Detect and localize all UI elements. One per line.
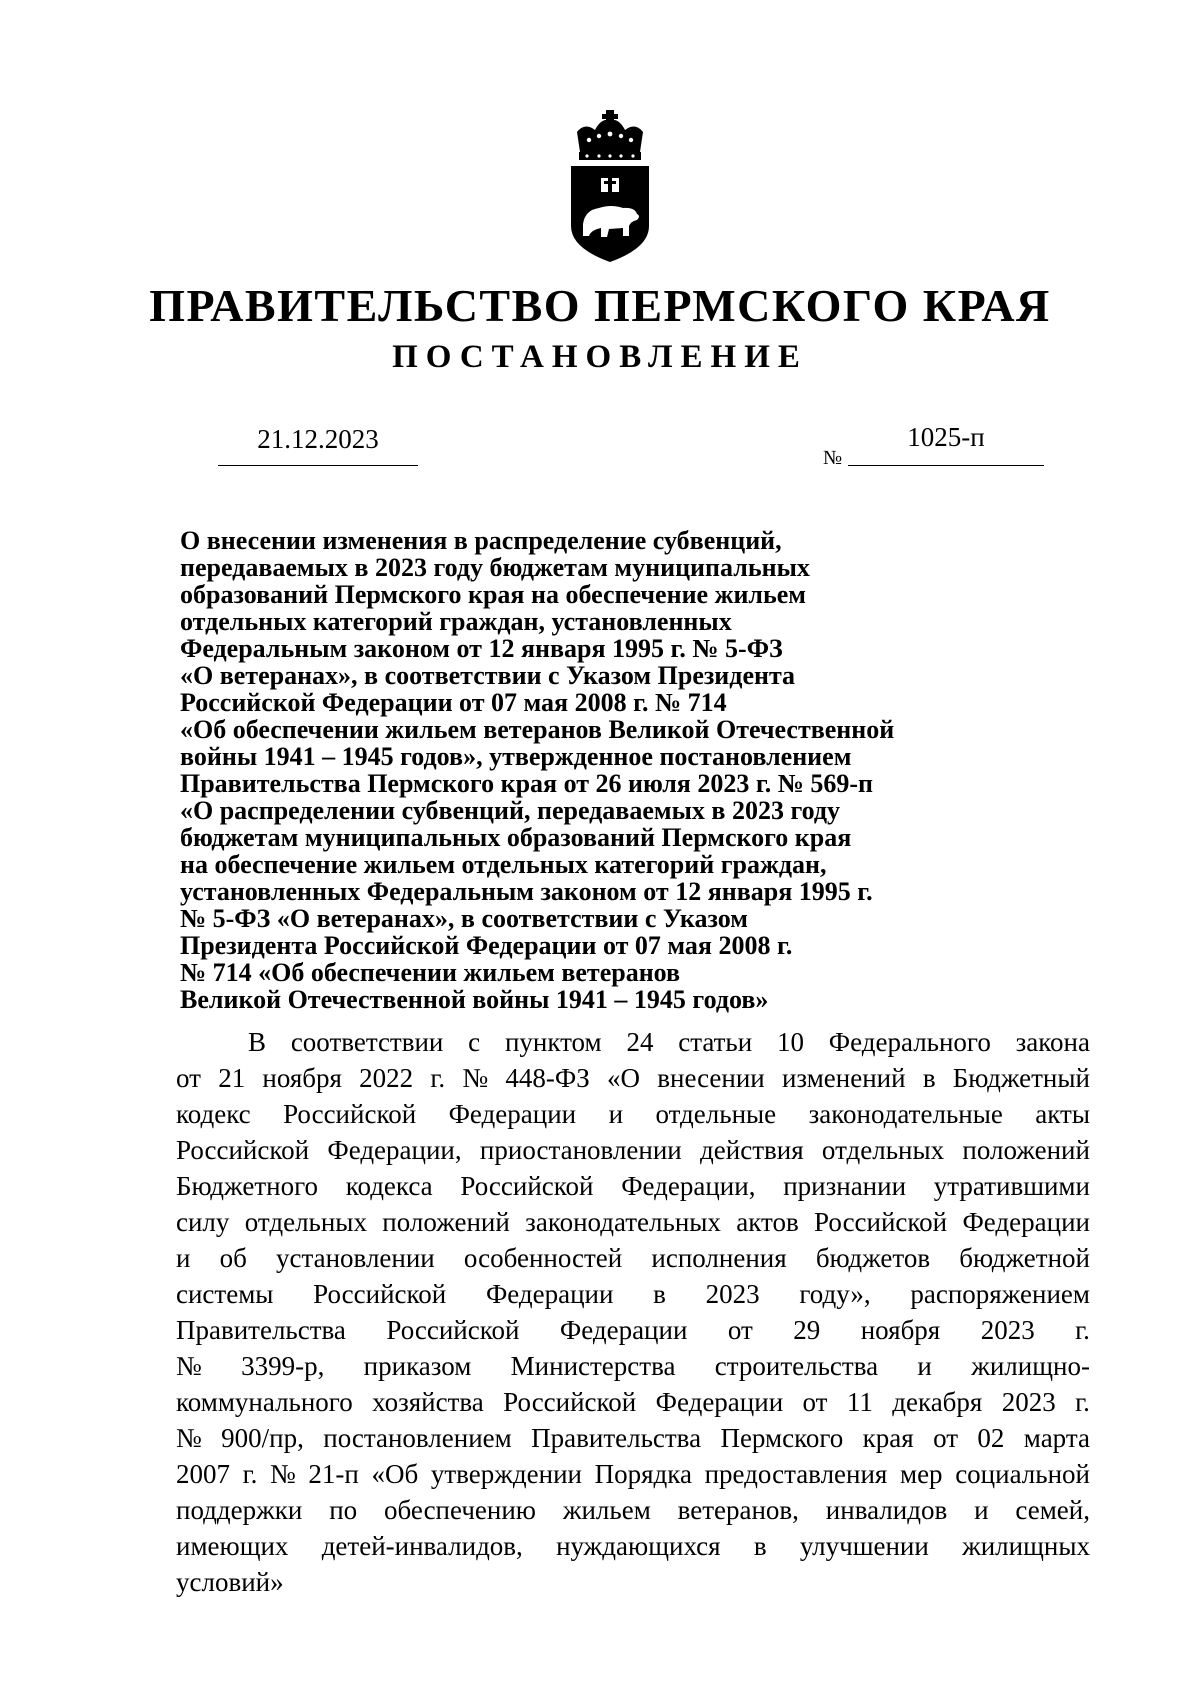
body-word: положений	[382, 1207, 510, 1237]
body-line	[176, 1276, 1090, 1312]
body-line	[176, 1168, 1090, 1204]
body-word: Федерации,	[621, 1171, 756, 1201]
body-word: кодекса	[345, 1171, 433, 1201]
body-word: 2007	[176, 1459, 230, 1489]
body-line	[176, 1384, 1090, 1420]
subject-line: отдельных категорий граждан, установленных	[180, 607, 732, 636]
body-word: ветеранов,	[677, 1495, 799, 1525]
body-word: Федерации	[448, 1099, 577, 1129]
body-word: марта	[1023, 1423, 1090, 1453]
body-word: «О	[607, 1063, 641, 1093]
body-word: г.	[242, 1459, 258, 1489]
body-word: исполнения	[651, 1243, 787, 1273]
subject-line: установленных Федеральным законом от 12 января 1995 г.	[180, 877, 873, 906]
body-word: действия	[700, 1135, 804, 1165]
body-word: 02	[977, 1423, 1005, 1453]
body-word: приостановлении	[479, 1135, 682, 1165]
body-word: Федерации	[962, 1207, 1090, 1237]
body-word: от	[727, 1315, 753, 1345]
subject-line: на обеспечение жильем отдельных категорий граждан,	[180, 850, 827, 879]
body-word: Федерации	[485, 1279, 614, 1309]
body-word: Российской	[313, 1279, 447, 1309]
document-number: 1025-п	[907, 422, 985, 452]
body-word: Российской	[176, 1135, 310, 1165]
body-word: обеспечению	[384, 1495, 536, 1525]
body-word: нуждающихся	[556, 1531, 721, 1561]
body-line	[176, 1240, 1090, 1276]
body-word: об	[219, 1243, 247, 1273]
body-word: пунктом	[504, 1027, 602, 1057]
body-word: 29	[793, 1315, 821, 1345]
body-word: бюджетной	[959, 1243, 1090, 1273]
body-word: Федерации	[559, 1315, 688, 1345]
body-word: соответствии	[290, 1027, 444, 1057]
body-line	[176, 1420, 1090, 1456]
perm-krai-coat-of-arms-icon	[565, 108, 655, 264]
body-word: края	[862, 1423, 914, 1453]
body-line	[176, 1024, 1090, 1060]
document-type: ПОСТАНОВЛЕНИЕ	[392, 339, 808, 375]
issuing-authority: ПРАВИТЕЛЬСТВО ПЕРМСКОГО КРАЯ	[149, 280, 1051, 331]
body-word: признании	[783, 1171, 907, 1201]
subject-line: О внесении изменения в распределение субвенций,	[180, 526, 782, 555]
body-word: приказом	[363, 1351, 472, 1381]
body-word: 3399-р,	[241, 1351, 325, 1381]
body-word: 2023	[1001, 1387, 1056, 1417]
body-word: Российской	[460, 1171, 594, 1201]
body-word: семей,	[1015, 1495, 1090, 1525]
body-word: социальной	[955, 1459, 1090, 1489]
body-word: закона	[1015, 1027, 1090, 1057]
body-word: 900/пр,	[221, 1423, 304, 1453]
body-word: внесении	[657, 1063, 765, 1093]
body-word: бюджетов	[815, 1243, 931, 1273]
body-word: жильем	[562, 1495, 651, 1525]
body-word: силу	[176, 1207, 230, 1237]
body-word: декабря	[892, 1387, 983, 1417]
body-word: г.	[430, 1063, 446, 1093]
subject-line: № 5-ФЗ «О ветеранах», в соответствии с Указом	[180, 904, 748, 933]
body-word: строительства	[714, 1351, 879, 1381]
body-word: хозяйства	[372, 1387, 484, 1417]
subject-line: передаваемых в 2023 году бюджетам муниципальных	[180, 553, 810, 582]
body-word: детей-инвалидов,	[321, 1531, 523, 1561]
body-word: Российской	[386, 1315, 520, 1345]
body-word: Пермского	[720, 1423, 844, 1453]
body-word: Федерального	[828, 1027, 991, 1057]
body-line	[176, 1564, 1090, 1600]
body-line	[176, 1492, 1090, 1528]
body-word: г.	[1075, 1315, 1090, 1345]
body-word: ноября	[262, 1063, 342, 1093]
body-word: предоставления	[704, 1459, 888, 1489]
subject-line: «О ветеранах», в соответствии с Указом Президента	[180, 661, 796, 690]
body-word: акты	[1035, 1099, 1090, 1129]
number-underline	[848, 465, 1044, 466]
body-word: В	[248, 1027, 267, 1057]
body-word: улучшении	[799, 1531, 929, 1561]
subject-line: «Об обеспечении жильем ветеранов Великой Отечественной	[180, 715, 895, 744]
body-line	[176, 1528, 1090, 1564]
body-word: «Об	[371, 1459, 419, 1489]
body-word: году»,	[799, 1279, 871, 1309]
body-word: в	[753, 1531, 767, 1561]
body-word: в	[922, 1063, 936, 1093]
body-word: отдельных	[821, 1135, 945, 1165]
body-word: от	[933, 1423, 959, 1453]
body-word: с	[468, 1027, 481, 1057]
body-word: 10	[777, 1027, 804, 1057]
body-word: Правительства	[176, 1315, 346, 1345]
body-word: отдельных	[244, 1207, 367, 1237]
body-word: и	[974, 1495, 989, 1525]
body-word: №	[270, 1459, 296, 1489]
body-word: жилищных	[962, 1531, 1090, 1561]
body-line	[176, 1348, 1090, 1384]
body-word: актов	[736, 1207, 799, 1237]
body-word: законодательных	[525, 1207, 721, 1237]
body-word: Правительства	[531, 1423, 702, 1453]
body-word: по	[329, 1495, 358, 1525]
body-word: 24	[626, 1027, 654, 1057]
body-word: №	[176, 1351, 202, 1381]
body-line	[176, 1312, 1090, 1348]
body-word: Российской	[503, 1387, 637, 1417]
body-line	[176, 1204, 1090, 1240]
subject-line: войны 1941 – 1945 годов», утвержденное постановлением	[180, 742, 852, 771]
body-word: Российской	[283, 1099, 417, 1129]
body-word: 11	[846, 1387, 873, 1417]
subject-line: № 714 «Об обеспечении жильем ветеранов	[180, 958, 681, 987]
body-word: и	[917, 1351, 932, 1381]
body-word: установлении	[276, 1243, 435, 1273]
subject-line: «О распределении субвенций, передаваемых в 2023 году	[180, 796, 841, 825]
subject-line: Президента Российской Федерации от 07 мая 2008 г.	[180, 931, 793, 960]
body-word: от	[176, 1063, 201, 1093]
body-line	[176, 1456, 1090, 1492]
body-word: утратившими	[933, 1171, 1090, 1201]
subject-line: Правительства Пермского края от 26 июля 2023 г. № 569-п	[180, 769, 874, 798]
document-date: 21.12.2023	[257, 424, 379, 454]
body-line	[176, 1060, 1090, 1096]
body-word: 448-ФЗ	[505, 1063, 590, 1093]
body-word: распоряжением	[910, 1279, 1090, 1309]
date-underline	[218, 465, 418, 466]
body-word: законодательные	[808, 1099, 1003, 1129]
body-word: имеющих	[176, 1531, 289, 1561]
subject-line: образований Пермского края на обеспечение жильем	[180, 580, 807, 609]
body-word: №	[176, 1423, 202, 1453]
body-word: мер	[899, 1459, 943, 1489]
body-word: коммунального	[176, 1387, 353, 1417]
body-word: ноября	[860, 1315, 941, 1345]
body-word: Российской	[814, 1207, 948, 1237]
body-word: утверждении	[430, 1459, 582, 1489]
body-word: изменений	[781, 1063, 906, 1093]
body-word: 2022	[359, 1063, 414, 1093]
body-word: кодекс	[176, 1099, 251, 1129]
body-word: положений	[962, 1135, 1090, 1165]
subject-line: Российской Федерации от 07 мая 2008 г. № 714	[180, 688, 727, 717]
body-word: №	[462, 1063, 489, 1093]
body-word: условий»	[176, 1567, 284, 1597]
body-word: и	[176, 1243, 191, 1273]
body-word: Министерства	[510, 1351, 676, 1381]
body-word: Бюджетный	[952, 1063, 1090, 1093]
body-word: Порядка	[594, 1459, 692, 1489]
subject-line: бюджетам муниципальных образований Пермского края	[180, 823, 852, 852]
body-word: системы	[176, 1279, 274, 1309]
body-word: отдельные	[655, 1099, 777, 1129]
body-word: 2023	[980, 1315, 1035, 1345]
body-word: Федерации	[655, 1387, 784, 1417]
body-word: статьи	[678, 1027, 753, 1057]
body-word: инвалидов	[825, 1495, 948, 1525]
body-word: Федерации,	[327, 1135, 462, 1165]
body-word: от	[802, 1387, 828, 1417]
body-word: Бюджетного	[176, 1171, 318, 1201]
body-word: 2023	[705, 1279, 760, 1309]
number-sign: №	[823, 447, 843, 469]
body-line	[176, 1096, 1090, 1132]
body-paragraph	[176, 1024, 1090, 1600]
body-word: особенностей	[463, 1243, 623, 1273]
body-word: постановлением	[323, 1423, 512, 1453]
body-word: и	[608, 1099, 624, 1129]
subject-line: Великой Отечественной войны 1941 – 1945 годов»	[180, 985, 769, 1014]
document-subject	[180, 527, 980, 1013]
body-word: жилищно-	[971, 1351, 1090, 1381]
subject-line: Федеральным законом от 12 января 1995 г. № 5-ФЗ	[180, 634, 783, 663]
body-word: 21	[218, 1063, 246, 1093]
body-word: г.	[1075, 1387, 1090, 1417]
body-word: 21-п	[308, 1459, 359, 1489]
body-word: поддержки	[176, 1495, 303, 1525]
body-line	[176, 1132, 1090, 1168]
body-word: в	[653, 1279, 666, 1309]
